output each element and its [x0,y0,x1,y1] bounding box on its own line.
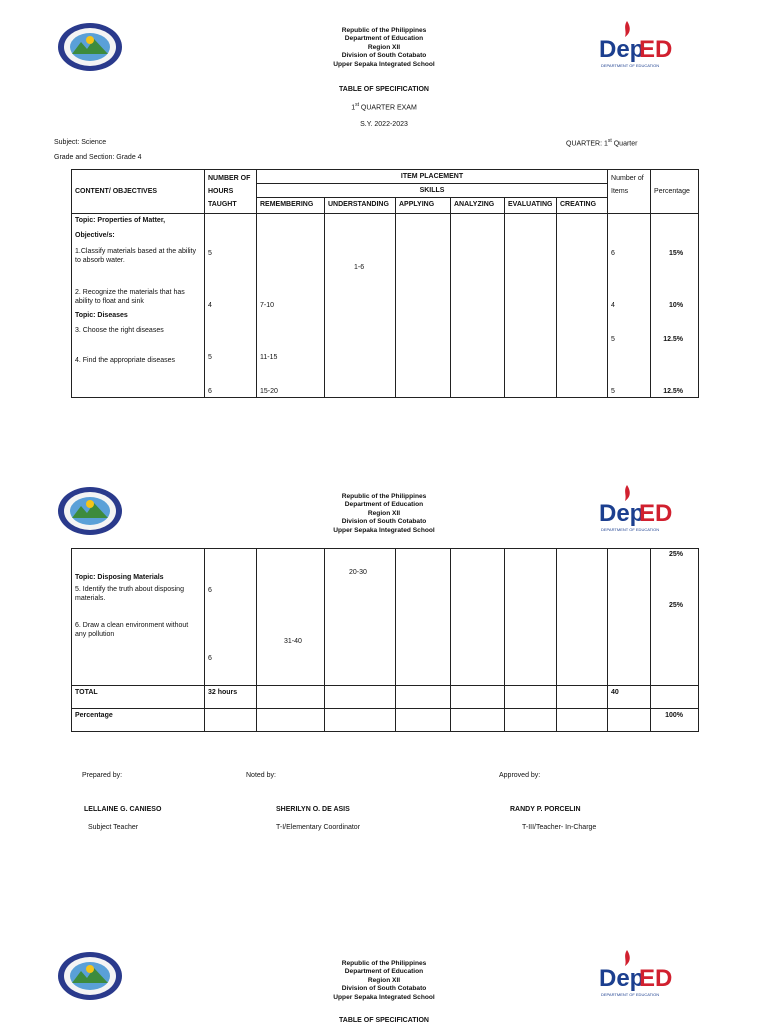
hours-obj3: 5 [208,354,212,361]
pct-row-items [608,709,651,732]
total-hours: 32 hours [205,686,257,709]
page2-header [284,493,484,535]
objective-6: 6. Draw a clean environment without any pollution [75,622,189,638]
school-text: Upper Sepaka Integrated School [333,526,435,534]
objective-3: 3. Choose the right diseases [75,327,164,334]
quarter-exam-num: 1 [351,104,356,112]
remembering-obj6: 31-40 [284,638,302,645]
prepared-name: LELLAINE G. CANIESO [84,806,162,813]
region-text: Region XII [367,509,401,517]
content-cell [72,549,205,686]
approved-by-label: Approved by: [499,772,541,779]
percentage-total: 100% [651,709,699,732]
header-applying: APPLYING [396,198,451,214]
hours-cell [205,214,257,398]
objective-4: 4. Find the appropriate diseases [75,357,176,364]
department-text: Department of Education [344,968,424,976]
school-seal [57,22,123,77]
republic-text: Republic of the Philippines [341,493,427,500]
header-number-items: Number of Items [608,170,651,214]
pct-row-applying [396,709,451,732]
total-items: 40 [608,686,651,709]
deped-logo [597,481,673,548]
grade-section-label: Grade and Section: Grade 4 [54,154,142,161]
percentage-row-label: Percentage [72,709,205,732]
total-applying [396,686,451,709]
page1-header [284,27,484,69]
region-text: Region XII [367,976,401,984]
specification-table-1 [71,169,699,398]
deped-sub-text: DEPARTMENT OF EDUCATION [601,992,660,997]
total-creating [557,686,608,709]
percentage-cell [651,214,699,398]
noted-name: SHERILYN O. DE ASIS [276,806,350,813]
division-text: Division of South Cotabato [341,52,427,60]
hours-obj5: 6 [208,587,212,594]
header-evaluating: EVALUATING [505,198,557,214]
department-text: Department of Education [344,501,424,509]
remembering-cell [257,549,325,686]
analyzing-cell [451,549,505,686]
quarter-exam-rest: QUARTER EXAM [358,104,417,112]
deped-ed-text: ED [639,36,673,63]
pct-row-hours [205,709,257,732]
total-analyzing [451,686,505,709]
remembering-cell [257,214,325,398]
header-creating: CREATING [557,198,608,214]
header-skills: SKILLS [257,184,608,198]
understanding-cell [325,549,396,686]
deped-sub-text: DEPARTMENT OF EDUCATION [601,527,660,532]
doc-title-page3: TABLE OF SPECIFICATION [339,1017,429,1024]
pct-row-analyzing [451,709,505,732]
deped-dep-text: Dep [599,965,645,992]
noted-position: T-I/Elementary Coordinator [276,824,361,831]
quarter-label-rest: Quarter [611,140,638,148]
deped-dep-text: Dep [599,500,645,527]
quarter-exam [284,101,484,112]
pct-obj4: 12.5% [663,388,684,395]
total-understanding [325,686,396,709]
header-hours: NUMBER OF HOURS TAUGHT [205,170,257,214]
deped-ed-text: ED [639,500,673,527]
evaluating-cell [505,214,557,398]
approved-position: T-III/Teacher- In-Charge [522,824,597,831]
remembering-obj4: 15-20 [260,388,278,395]
region-text: Region XII [367,43,401,51]
school-seal [57,951,123,1006]
items-obj1: 6 [611,250,615,257]
doc-title: TABLE OF SPECIFICATION [339,86,429,93]
topic-properties: Topic: Properties of Matter, [75,217,166,224]
hours-cell [205,549,257,686]
prepared-by-label: Prepared by: [82,772,123,779]
understanding-cell [325,214,396,398]
creating-cell [557,214,608,398]
header-understanding: UNDERSTANDING [325,198,396,214]
header-content: CONTENT/ OBJECTIVES [72,170,205,214]
pct-obj3: 12.5% [663,336,684,343]
items-cell [608,214,651,398]
quarter-label-text: QUARTER: 1 [566,140,608,148]
deped-sub-text: DEPARTMENT OF EDUCATION [601,63,660,68]
department-text: Department of Education [344,35,424,43]
pct-row-creating [557,709,608,732]
pct-obj2: 10% [669,302,684,309]
quarter-label [566,137,637,148]
header-analyzing: ANALYZING [451,198,505,214]
header-remembering: REMEMBERING [257,198,325,214]
subject-label: Subject: Science [54,139,107,146]
school-text: Upper Sepaka Integrated School [333,60,435,68]
hours-obj2: 4 [208,302,212,309]
total-percentage [651,686,699,709]
topic-diseases: Topic: Diseases [75,312,128,319]
header-item-placement: ITEM PLACEMENT [257,170,608,184]
quarter-exam-sup: st [355,102,359,108]
understanding-obj1: 1-6 [354,264,365,271]
deped-logo [597,946,673,1013]
pct-obj1: 15% [669,250,684,257]
hours-obj4: 6 [208,388,212,395]
remembering-obj2: 7-10 [260,302,275,309]
topic-disposing: Topic: Disposing Materials [75,574,164,581]
pct-obj5: 25% [668,602,683,609]
republic-text: Republic of the Philippines [341,960,427,967]
objective-1: 1.Classify materials based at the ability to absorb water. [75,248,196,264]
items-obj4: 5 [611,388,615,395]
content-cell [72,214,205,398]
total-remembering [257,686,325,709]
deped-logo [597,17,673,84]
total-evaluating [505,686,557,709]
analyzing-cell [451,214,505,398]
deped-dep-text: Dep [599,36,645,63]
pct-row-evaluating [505,709,557,732]
pct-row-remembering [257,709,325,732]
quarter-label-sup: st [607,138,612,144]
prepared-position: Subject Teacher [88,824,139,831]
division-text: Division of South Cotabato [341,518,427,526]
hours-obj6: 6 [208,655,212,662]
hours-obj1: 5 [208,250,212,257]
items-obj3: 5 [611,336,615,343]
items-cell [608,549,651,686]
noted-by-label: Noted by: [246,772,276,779]
school-year: S.Y. 2022-2023 [360,121,408,128]
pct-row-understanding [325,709,396,732]
deped-ed-text: ED [639,965,673,992]
creating-cell [557,549,608,686]
items-obj2: 4 [611,302,615,309]
total-label: TOTAL [72,686,205,709]
division-text: Division of South Cotabato [341,985,427,993]
objectives-label: Objective/s: [75,232,115,239]
republic-text: Republic of the Philippines [341,27,427,34]
pct-top: 25% [668,551,683,558]
objective-5: 5. Identify the truth about disposing materials. [75,586,184,602]
remembering-obj3: 11-15 [260,354,278,361]
page3-header [284,960,484,1002]
applying-cell [396,214,451,398]
understanding-obj5: 20-30 [349,569,367,576]
applying-cell [396,549,451,686]
school-text: Upper Sepaka Integrated School [333,993,435,1001]
school-seal [57,486,123,541]
approved-name: RANDY P. PORCELIN [510,806,581,813]
percentage-cell [651,549,699,686]
evaluating-cell [505,549,557,686]
header-percentage: Percentage [651,170,699,214]
objective-2: 2. Recognize the materials that has ability to float and sink [75,289,185,305]
specification-table-2 [71,548,699,732]
